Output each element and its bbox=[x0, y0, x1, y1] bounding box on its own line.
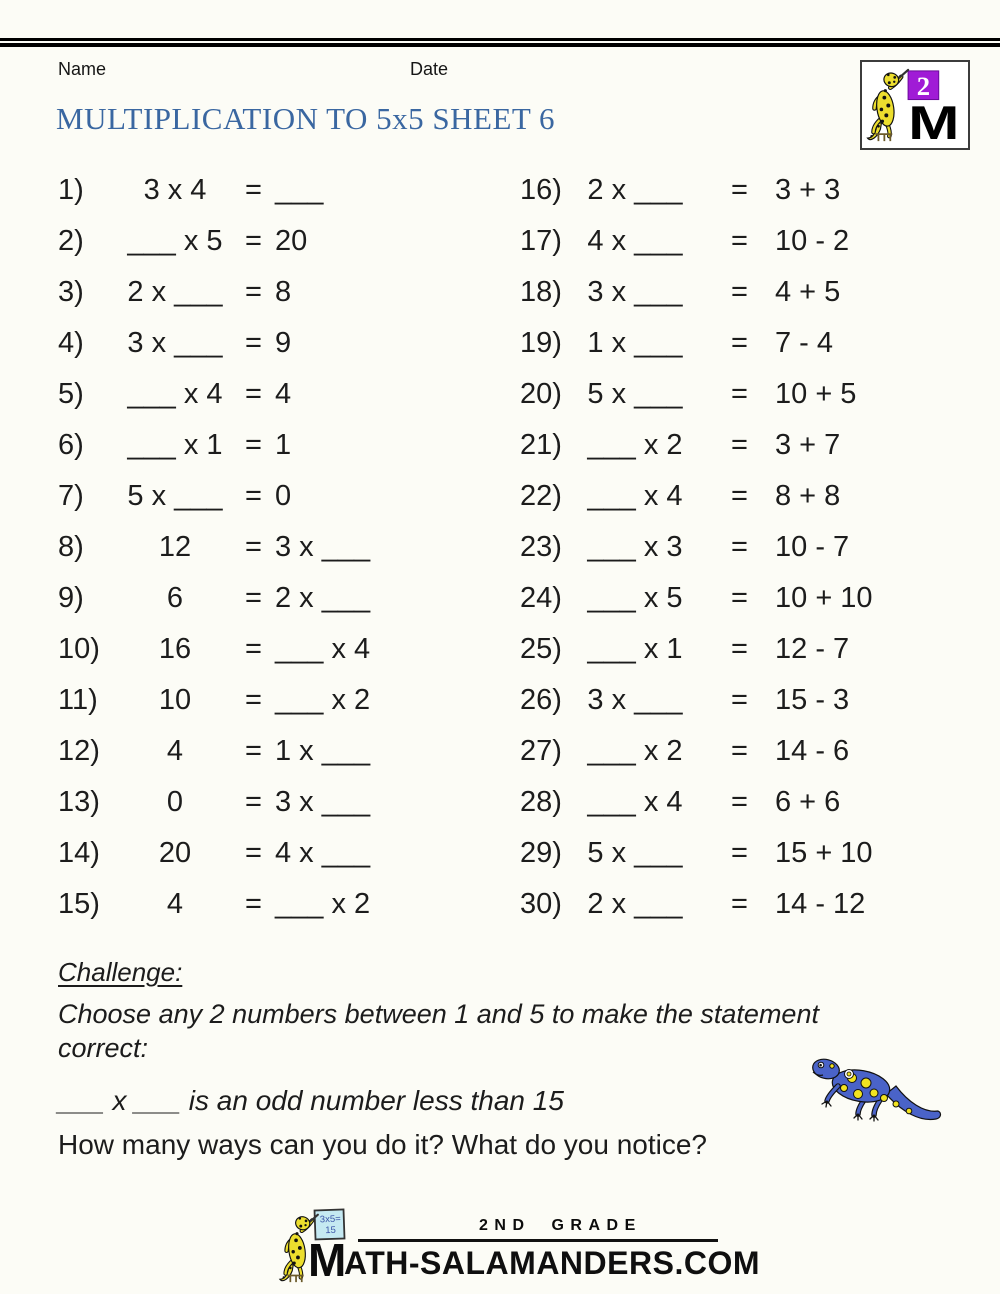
equals-sign: = bbox=[245, 786, 262, 818]
problem-right-side: ___ x 4 bbox=[275, 633, 371, 665]
problem-left-side: 2 x ___ bbox=[587, 888, 683, 920]
problem-number: 10) bbox=[58, 633, 100, 665]
equals-sign: = bbox=[245, 378, 262, 410]
equals-sign: = bbox=[245, 480, 262, 512]
problem-right-side: 4 bbox=[275, 378, 292, 410]
problem-row bbox=[520, 216, 873, 267]
footer-divider-line bbox=[358, 1239, 718, 1242]
problem-row bbox=[58, 165, 370, 216]
equals-sign: = bbox=[245, 276, 262, 308]
problem-right-side: ___ bbox=[275, 174, 324, 206]
problem-number: 24) bbox=[520, 582, 562, 614]
problem-right-side: 4 + 5 bbox=[775, 276, 841, 308]
problem-row bbox=[58, 828, 370, 879]
equals-sign: = bbox=[245, 327, 262, 359]
equals-sign: = bbox=[731, 582, 748, 614]
problem-row bbox=[58, 369, 370, 420]
equals-sign: = bbox=[245, 735, 262, 767]
yellow-salamander-icon bbox=[868, 70, 909, 141]
challenge-section bbox=[58, 956, 838, 1163]
problem-row bbox=[520, 165, 873, 216]
problem-number: 6) bbox=[58, 429, 84, 461]
equals-sign: = bbox=[245, 684, 262, 716]
problem-right-side: 1 bbox=[275, 429, 292, 461]
problem-left-side: 12 bbox=[158, 531, 192, 563]
problem-left-side: 3 x ___ bbox=[587, 684, 683, 716]
problem-row bbox=[58, 726, 370, 777]
equals-sign: = bbox=[245, 174, 262, 206]
equals-sign: = bbox=[731, 225, 748, 257]
problem-row bbox=[58, 318, 370, 369]
problem-right-side: 20 bbox=[275, 225, 308, 257]
problem-row bbox=[520, 573, 873, 624]
problem-right-side: 15 + 10 bbox=[775, 837, 873, 869]
name-label: Name bbox=[58, 59, 107, 79]
problem-number: 5) bbox=[58, 378, 84, 410]
date-label: Date bbox=[410, 59, 449, 79]
problem-number: 20) bbox=[520, 378, 562, 410]
problem-right-side: 10 + 10 bbox=[775, 582, 873, 614]
problem-number: 16) bbox=[520, 174, 562, 206]
board-equation-line2: 15 bbox=[325, 1224, 336, 1237]
problem-row bbox=[520, 675, 873, 726]
problem-right-side: 12 - 7 bbox=[775, 633, 850, 665]
problem-number: 17) bbox=[520, 225, 562, 257]
problem-row bbox=[58, 522, 370, 573]
problem-right-side: 7 - 4 bbox=[775, 327, 834, 359]
problem-number: 3) bbox=[58, 276, 84, 308]
equals-sign: = bbox=[731, 480, 748, 512]
problem-number: 11) bbox=[58, 684, 98, 716]
problem-right-side: 0 bbox=[275, 480, 292, 512]
equals-sign: = bbox=[245, 633, 262, 665]
problem-left-side: 0 bbox=[166, 786, 184, 818]
easel-m-letter: M bbox=[908, 97, 960, 148]
equals-sign: = bbox=[731, 633, 748, 665]
problem-left-side: 3 x ___ bbox=[587, 276, 683, 308]
stool-icon bbox=[875, 134, 892, 141]
problem-number: 18) bbox=[520, 276, 562, 308]
problem-left-side: ___ x 1 bbox=[587, 633, 683, 665]
problem-right-side: 3 x ___ bbox=[275, 786, 371, 818]
problem-row bbox=[58, 573, 370, 624]
problem-row bbox=[58, 777, 370, 828]
problem-right-side: 3 + 3 bbox=[775, 174, 841, 206]
challenge-question: How many ways can you do it? What do you notice? bbox=[58, 1129, 708, 1160]
footer-m-letter: M bbox=[308, 1234, 347, 1286]
problem-right-side: 14 - 12 bbox=[775, 888, 866, 920]
problem-row bbox=[520, 777, 873, 828]
equals-sign: = bbox=[245, 531, 262, 563]
problem-left-side: 10 bbox=[158, 684, 192, 716]
problem-row bbox=[58, 879, 370, 930]
problem-number: 29) bbox=[520, 837, 562, 869]
challenge-heading: Challenge: bbox=[58, 957, 183, 987]
problem-right-side: ___ x 2 bbox=[275, 684, 371, 716]
problem-left-side: ___ x 3 bbox=[587, 531, 683, 563]
footer-grade-text: 2ND GRADE bbox=[479, 1217, 642, 1234]
problem-row bbox=[520, 828, 873, 879]
problem-left-side: 2 x ___ bbox=[127, 276, 223, 308]
problem-left-side: ___ x 4 bbox=[587, 786, 683, 818]
equals-sign: = bbox=[245, 888, 262, 920]
problem-right-side: 14 - 6 bbox=[775, 735, 850, 767]
problem-left-side: ___ x 5 bbox=[587, 582, 683, 614]
equals-sign: = bbox=[245, 429, 262, 461]
equals-sign: = bbox=[245, 837, 262, 869]
problem-left-side: ___ x 2 bbox=[587, 735, 683, 767]
equals-sign: = bbox=[731, 735, 748, 767]
problem-right-side: 3 + 7 bbox=[775, 429, 841, 461]
equals-sign: = bbox=[731, 837, 748, 869]
equals-sign: = bbox=[245, 225, 262, 257]
problem-right-side: 8 + 8 bbox=[775, 480, 841, 512]
equals-sign: = bbox=[731, 429, 748, 461]
problem-row bbox=[520, 471, 873, 522]
top-rule-thin bbox=[0, 38, 1000, 41]
equals-sign: = bbox=[245, 582, 262, 614]
equals-sign: = bbox=[731, 327, 748, 359]
problem-right-side: 1 x ___ bbox=[275, 735, 371, 767]
challenge-statement: ___ x ___ is an odd number less than 15 bbox=[58, 1085, 564, 1116]
problem-left-side: 5 x ___ bbox=[587, 378, 683, 410]
problem-right-side: 9 bbox=[275, 327, 292, 359]
grade-2-logo bbox=[860, 60, 970, 150]
problem-row bbox=[58, 267, 370, 318]
problem-left-side: ___ x 4 bbox=[127, 378, 223, 410]
problem-left-side: 20 bbox=[158, 837, 192, 869]
problem-row bbox=[520, 624, 873, 675]
problem-number: 22) bbox=[520, 480, 562, 512]
problem-number: 30) bbox=[520, 888, 562, 920]
problem-number: 9) bbox=[58, 582, 84, 614]
problem-number: 28) bbox=[520, 786, 562, 818]
equals-sign: = bbox=[731, 378, 748, 410]
problem-right-side: 8 bbox=[275, 276, 292, 308]
problem-right-side: 6 + 6 bbox=[775, 786, 841, 818]
problem-number: 7) bbox=[58, 480, 84, 512]
problem-row bbox=[520, 318, 873, 369]
problem-right-side: 2 x ___ bbox=[275, 582, 371, 614]
problem-left-side: ___ x 2 bbox=[587, 429, 683, 461]
equals-sign: = bbox=[731, 888, 748, 920]
equals-sign: = bbox=[731, 174, 748, 206]
problem-left-side: 2 x ___ bbox=[587, 174, 683, 206]
problem-row bbox=[58, 216, 370, 267]
problem-number: 26) bbox=[520, 684, 562, 716]
problem-row bbox=[520, 420, 873, 471]
problem-number: 21) bbox=[520, 429, 562, 461]
problem-left-side: 4 x ___ bbox=[587, 225, 683, 257]
equals-sign: = bbox=[731, 531, 748, 563]
problem-row bbox=[58, 624, 370, 675]
board-equation-line1: 3x5= bbox=[319, 1213, 341, 1226]
problem-number: 19) bbox=[520, 327, 562, 359]
problem-row bbox=[58, 675, 370, 726]
pencil-icon bbox=[899, 70, 908, 78]
problem-left-side: 5 x ___ bbox=[127, 480, 223, 512]
problem-row bbox=[520, 369, 873, 420]
footer-site-text: ATH-SALAMANDERS.COM bbox=[344, 1245, 760, 1281]
problem-left-side: 3 x ___ bbox=[127, 327, 223, 359]
problem-left-side: 4 bbox=[166, 888, 184, 920]
problem-left-side: 16 bbox=[158, 633, 192, 665]
problem-right-side: 10 - 2 bbox=[775, 225, 850, 257]
problem-row bbox=[58, 420, 370, 471]
problem-left-side: 5 x ___ bbox=[587, 837, 683, 869]
equals-sign: = bbox=[731, 786, 748, 818]
problem-row bbox=[520, 726, 873, 777]
problem-number: 23) bbox=[520, 531, 562, 563]
problem-number: 12) bbox=[58, 735, 100, 767]
problem-number: 27) bbox=[520, 735, 562, 767]
problem-left-side: 6 bbox=[166, 582, 184, 614]
grade-number: 2 bbox=[916, 71, 931, 102]
stool-icon bbox=[288, 1276, 304, 1283]
problem-left-side: 3 x 4 bbox=[143, 174, 207, 206]
problem-number: 4) bbox=[58, 327, 84, 359]
blue-salamander-icon bbox=[806, 1036, 946, 1134]
problem-left-side: 4 bbox=[166, 735, 184, 767]
problem-right-side: 15 - 3 bbox=[775, 684, 850, 716]
problem-left-side: ___ x 1 bbox=[127, 429, 223, 461]
problem-number: 15) bbox=[58, 888, 100, 920]
problem-row bbox=[520, 267, 873, 318]
problem-number: 2) bbox=[58, 225, 84, 257]
problem-right-side: 10 + 5 bbox=[775, 378, 857, 410]
grade-2-logo-graphic bbox=[862, 62, 968, 148]
problem-number: 1) bbox=[58, 174, 84, 206]
problem-right-side: 4 x ___ bbox=[275, 837, 371, 869]
problem-left-side: 1 x ___ bbox=[587, 327, 683, 359]
problem-right-side: 10 - 7 bbox=[775, 531, 850, 563]
problem-row bbox=[520, 879, 873, 930]
problem-right-side: ___ x 2 bbox=[275, 888, 371, 920]
problem-left-side: ___ x 4 bbox=[587, 480, 683, 512]
problem-number: 8) bbox=[58, 531, 84, 563]
problem-left-side: ___ x 5 bbox=[127, 225, 223, 257]
problem-number: 25) bbox=[520, 633, 562, 665]
problem-number: 14) bbox=[58, 837, 100, 869]
challenge-instruction: Choose any 2 numbers between 1 and 5 to make the statement correct: bbox=[58, 999, 819, 1063]
problem-row bbox=[520, 522, 873, 573]
problems-right-column bbox=[520, 165, 873, 930]
problem-number: 13) bbox=[58, 786, 100, 818]
page-title: MULTIPLICATION TO 5x5 SHEET 6 bbox=[56, 101, 556, 136]
equals-sign: = bbox=[731, 276, 748, 308]
problem-right-side: 3 x ___ bbox=[275, 531, 371, 563]
problem-row bbox=[58, 471, 370, 522]
top-rule-thick bbox=[0, 43, 1000, 47]
equals-sign: = bbox=[731, 684, 748, 716]
problems-left-column bbox=[58, 165, 370, 930]
